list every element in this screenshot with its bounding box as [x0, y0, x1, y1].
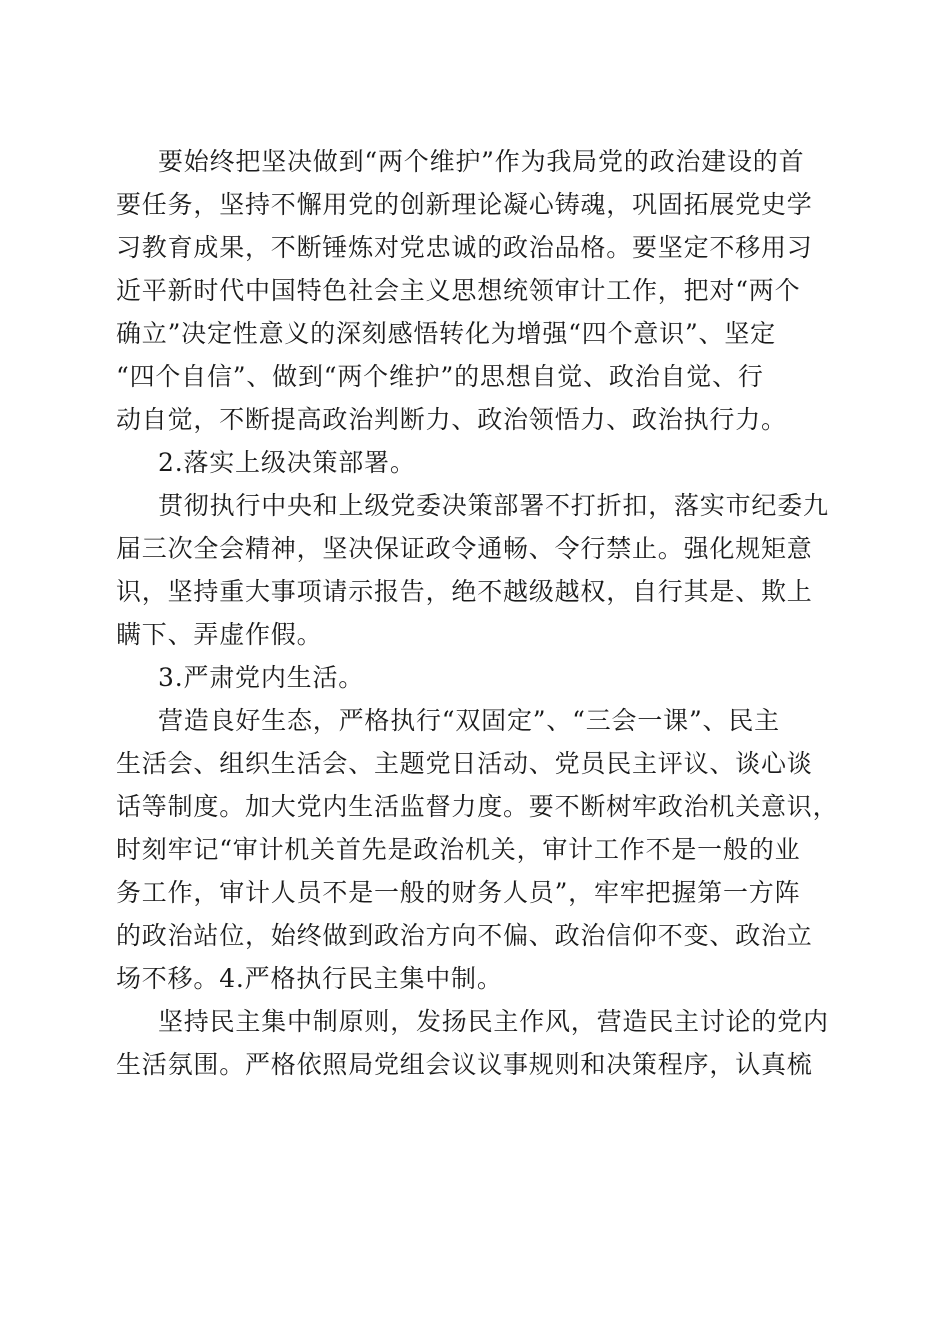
document-body — [116, 140, 839, 1086]
section-heading: 2.落实上级决策部署。 — [158, 448, 416, 477]
text-line: 动自觉，不断提高政治判断力、政治领悟力、政治执行力。 — [116, 405, 787, 434]
text-line: 坚持民主集中制原则，发扬民主作风，营造民主讨论的党内 — [158, 1007, 829, 1036]
text-line: 瞒下、弄虚作假。 — [116, 620, 323, 649]
section-heading: 3.严肃党内生活。 — [158, 663, 365, 692]
text-line: 届三次全会精神，坚决保证政令通畅、令行禁止。强化规矩意 — [116, 534, 813, 563]
text-line: 习教育成果，不断锤炼对党忠诚的政治品格。要坚定不移用习 — [116, 233, 813, 262]
text-line: 时刻牢记“审计机关首先是政治机关，审计工作不是一般的业 — [116, 835, 801, 864]
text-line: “四个自信”、做到“两个维护”的思想自觉、政治自觉、行 — [116, 362, 764, 391]
text-line: 营造良好生态，严格执行“双固定”、“三会一课”、民主 — [158, 706, 780, 735]
text-line: 要任务，坚持不懈用党的创新理论凝心铸魂，巩固拓展党史学 — [116, 190, 813, 219]
text-line: 识，坚持重大事项请示报告，绝不越级越权，自行其是、欺上 — [116, 577, 813, 606]
text-line: 生活氛围。严格依照局党组会议议事规则和决策程序，认真梳 — [116, 1050, 813, 1079]
text-line: 确立”决定性意义的深刻感悟转化为增强“四个意识”、坚定 — [116, 319, 776, 348]
text-line: 贯彻执行中央和上级党委决策部署不打折扣，落实市纪委九 — [158, 491, 829, 520]
text-line: 要始终把坚决做到“两个维护”作为我局党的政治建设的首 — [158, 147, 805, 176]
text-line: 场不移。4.严格执行民主集中制。 — [116, 964, 503, 993]
text-line: 近平新时代中国特色社会主义思想统领审计工作，把对“两个 — [116, 276, 801, 305]
text-line: 生活会、组织生活会、主题党日活动、党员民主评议、谈心谈 — [116, 749, 813, 778]
text-line: 的政治站位，始终做到政治方向不偏、政治信仰不变、政治立 — [116, 921, 813, 950]
text-line: 务工作，审计人员不是一般的财务人员”，牢牢把握第一方阵 — [116, 878, 801, 907]
text-line: 话等制度。加大党内生活监督力度。要不断树牢政治机关意识， — [116, 792, 839, 821]
